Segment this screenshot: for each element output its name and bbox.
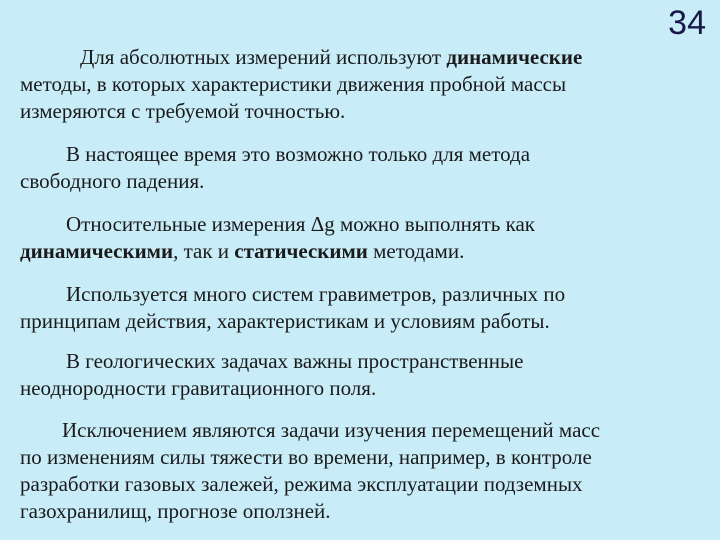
paragraph-relative-measurements bbox=[20, 211, 710, 265]
emphasis-dynamic: динамические bbox=[446, 45, 583, 69]
text-line bbox=[20, 238, 710, 265]
text-line bbox=[20, 44, 710, 71]
text-line: В геологических задачах важны пространственные bbox=[66, 349, 524, 373]
text-line: неоднородности гравитационного поля. bbox=[20, 376, 377, 400]
text-span: методами. bbox=[367, 239, 465, 263]
paragraph-absolute-measurements bbox=[20, 44, 710, 125]
text-line: разработки газовых залежей, режима эксплуатации подземных bbox=[20, 472, 583, 496]
text-line: газохранилищ, прогнозе оползней. bbox=[20, 499, 331, 523]
paragraph-free-fall bbox=[20, 141, 710, 195]
text-line: Используется много систем гравиметров, различных по bbox=[66, 282, 566, 306]
slide-number: 34 bbox=[668, 4, 706, 42]
text-line: принципам действия, характеристикам и условиям работы. bbox=[20, 309, 550, 333]
text-line: Относительные измерения Δg можно выполнять как bbox=[66, 212, 535, 236]
text-line: методы, в которых характеристики движения пробной массы bbox=[20, 72, 567, 96]
paragraph-gravimeter-systems bbox=[20, 281, 710, 335]
text-span: , так и bbox=[173, 239, 235, 263]
text-line: измеряются с требуемой точностью. bbox=[20, 99, 346, 123]
text-line: Исключением являются задачи изучения перемещений масс bbox=[62, 418, 601, 442]
text-line: свободного падения. bbox=[20, 169, 205, 193]
paragraph-exceptions bbox=[20, 417, 710, 525]
emphasis-static-methods: статическими bbox=[234, 239, 368, 263]
emphasis-dynamic-methods: динамическими bbox=[20, 239, 174, 263]
text-span: Для абсолютных измерений используют bbox=[80, 45, 447, 69]
text-line: В настоящее время это возможно только для метода bbox=[66, 142, 531, 166]
paragraph-geological-tasks bbox=[20, 348, 710, 402]
text-line: по изменениям силы тяжести во времени, например, в контроле bbox=[20, 445, 592, 469]
